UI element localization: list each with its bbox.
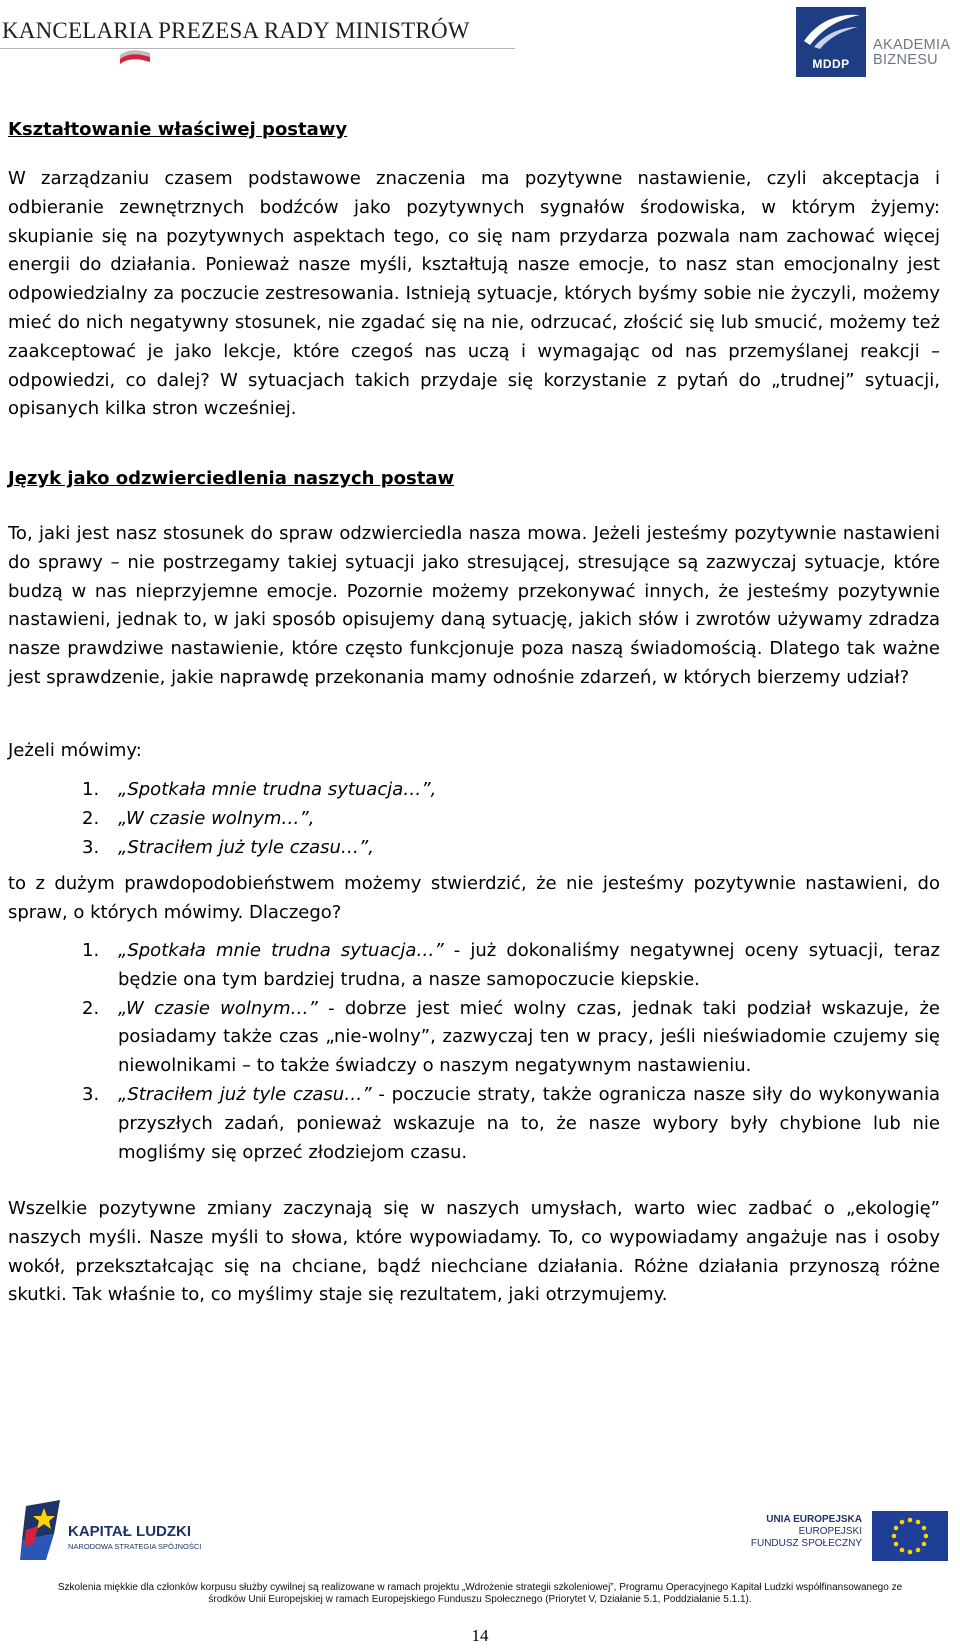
section2-paragraph: To, jaki jest nasz stosunek do spraw odzwierciedla nasza mowa. Jeżeli jesteśmy pozytywnie nastawieni do sprawy – nie postrzegamy takiej sytuacji jako stresującej, stresujące są zazwyczaj sytuacje, które budzą w nas nieprzyjemne emocje. Pozornie możemy przekonywać innych, że jesteśmy pozytywnie nastawieni, jednak to, w jaki sposób opisujemy daną sytuację, jakich słów i zwrotów używamy zdradza nasze prawdziwe nastawienie, które często funkcjonuje poza naszą świadomością. Dlatego tak ważne jest sprawdzenie, jakie naprawdę przekonania mamy odnośnie zdarzeń, w których bierzemy udział? — [8, 523, 940, 688]
list-number: 1. — [82, 779, 100, 800]
page-number: 14 — [471, 1626, 489, 1645]
footer-project-note: Szkolenia miękkie dla członków korpusu służby cywilnej są realizowane w ramach projektu „Wdrożenie strategii szkoleniowej”, Programu Operacyjnego Kapitał Ludzki współfinansowanego ze środków Unii Europejskiej w ramach Europejskiego Funduszu Społecznego (Priorytet V, Działanie 5.1, Poddziałanie 5.1.1). — [57, 1582, 903, 1605]
kapital-ludzki-subtitle: NARODOWA STRATEGIA SPÓJNOŚCI — [68, 1542, 202, 1551]
phrases-list — [82, 776, 918, 862]
kapital-ludzki-title: KAPITAŁ LUDZKI — [68, 1523, 192, 1540]
closing-paragraph: Wszelkie pozytywne zmiany zaczynają się w naszych umysłach, warto wiec zadbać o „ekologię” naszych myśli. Nasze myśli to słowa, które wypowiadamy. To, co wypowiadamy angażuje nas i osoby wokół, przekształcając się na chciane, bądź niechciane działania. Różne działania przynoszą różne skutki. Tak właśnie to, co myślimy staje się rezultatem, jaki otrzymujemy. — [8, 1198, 940, 1306]
header-divider — [0, 48, 515, 49]
list-number: 3. — [82, 1083, 100, 1105]
eu-fund-label — [720, 1514, 862, 1550]
mddp-logo — [796, 7, 866, 77]
kprm-logo-text: KANCELARIA PREZESA RADY MINISTRÓW — [2, 18, 470, 43]
explanation-phrase: „Straciłem już tyle czasu…” — [118, 1083, 372, 1105]
list-item — [82, 995, 940, 1081]
lead-in-text: Jeżeli mówimy: — [8, 740, 142, 761]
conclusion-paragraph: to z dużym prawdopodobieństwem możemy stwierdzić, że nie jesteśmy pozytywnie nastawieni, do spraw, o których mówimy. Dlaczego? — [8, 873, 940, 923]
explanation-text: - poczucie straty, także ogranicza nasze siły do wykonywania przyszłych zadań, ponieważ wskazuje na to, że nasze wybory były chybione lub nie mogliśmy się oprzeć złodziejom czasu. — [118, 1083, 940, 1163]
section-heading-jezyk: Język jako odzwierciedlenia naszych postaw — [8, 468, 455, 489]
phrase-text: „Spotkała mnie trudna sytuacja…”, — [118, 779, 437, 800]
explanations-list — [82, 937, 940, 1167]
eu-flag-icon — [872, 1511, 948, 1561]
explanation-text: - już dokonaliśmy negatywnej oceny sytuacji, teraz będzie ona tym bardziej trudna, a nasze samopoczucie kiepskie. — [118, 940, 940, 990]
section1-paragraph: W zarządzaniu czasem podstawowe znaczenia ma pozytywne nastawienie, czyli akceptacja i odbieranie zewnętrznych bodźców jako pozytywnych sygnałów środowiska, w którym żyjemy: skupianie się na pozytywnych aspektach tego, co się nam przydarza pozwala nam zachować więcej energii do działania. Ponieważ nasze myśli, kształtują nasze emocje, to nasz stan emocjonalny jest odpowiedzialny za poczucie zestresowania. Istnieją sytuacje, których byśmy sobie nie życzyli, możemy mieć do nich negatywny stosunek, nie zgadać się na nie, odrzucać, złościć się lub smucić, możemy też zaakceptować je jako lekcje, które czegoś nas uczą i wymagając od nas przemyślanej reakcji – odpowiedzi, co dalej? W sytuacjach takich przydaje się korzystanie z pytań do „trudnej” sytuacji, opisanych kilka stron wcześniej. — [8, 168, 940, 420]
phrase-text: „W czasie wolnym…”, — [118, 807, 315, 829]
section-heading-postawa: Kształtowanie właściwej postawy — [8, 119, 348, 140]
eu-label-line2: EUROPEJSKI — [798, 1526, 862, 1537]
akademia-text: AKADEMIA — [873, 37, 951, 53]
mddp-swoosh-icon — [796, 7, 866, 55]
list-item — [82, 805, 918, 834]
list-item — [82, 937, 940, 995]
explanation-phrase: „Spotkała mnie trudna sytuacja…” — [118, 940, 444, 961]
list-item — [82, 776, 918, 805]
eu-label-line3: FUNDUSZ SPOŁECZNY — [750, 1538, 862, 1549]
list-number: 1. — [82, 940, 100, 961]
kprm-flag-icon — [118, 47, 152, 65]
list-number: 2. — [82, 997, 100, 1019]
list-item — [82, 834, 918, 863]
list-number: 2. — [82, 807, 100, 829]
phrase-text: „Straciłem już tyle czasu…”, — [118, 836, 374, 858]
list-number: 3. — [82, 836, 100, 858]
explanation-phrase: „W czasie wolnym…” — [118, 997, 318, 1019]
mddp-logo-label: MDDP — [812, 57, 850, 71]
kapital-ludzki-logo-icon — [20, 1500, 66, 1562]
list-item — [82, 1081, 940, 1167]
eu-label-line1: UNIA EUROPEJSKA — [766, 1514, 862, 1525]
akademia-biznesu-logo — [873, 38, 950, 68]
biznesu-text: BIZNESU — [873, 52, 938, 68]
explanation-text: - dobrze jest mieć wolny czas, jednak taki podział wskazuje, że posiadamy także czas „nie-wolny”, zazwyczaj ten w pracy, jeśli nieświadomie czujemy się niewolnikami – to także świadczy o naszym negatywnym nastawieniu. — [118, 997, 940, 1077]
